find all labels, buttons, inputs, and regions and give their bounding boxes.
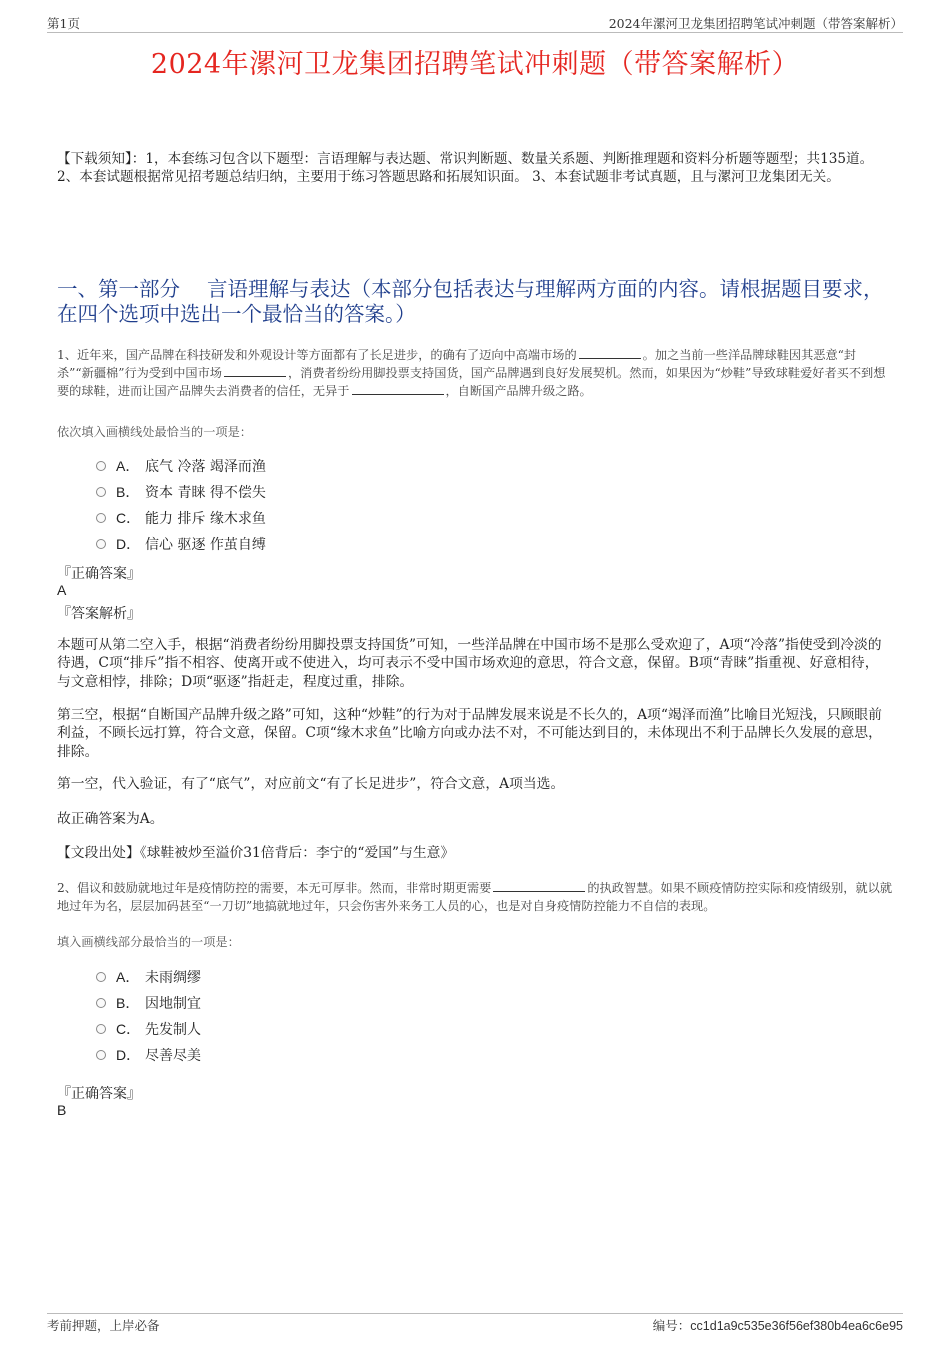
- radio-icon[interactable]: [96, 461, 106, 471]
- blank-line: [352, 382, 444, 395]
- answer-label: 『正确答案』: [57, 1086, 141, 1102]
- option-c[interactable]: C． 先发制人: [96, 1016, 201, 1042]
- question-1-prompt: 依次填入画横线处最恰当的一项是：: [57, 425, 252, 439]
- footer-slogan: 考前押题，上岸必备: [47, 1318, 160, 1333]
- radio-icon[interactable]: [96, 539, 106, 549]
- blank-line: [579, 346, 641, 359]
- option-d[interactable]: D． 信心 驱逐 作茧自缚: [96, 531, 266, 557]
- radio-icon[interactable]: [96, 513, 106, 523]
- section-title: 一、第一部分 言语理解与表达（本部分包括表达与理解两方面的内容。请根据题目要求，在四个选项中选出一个最恰当的答案。）: [57, 277, 884, 326]
- page-number: 第1页: [47, 16, 80, 31]
- analysis-paragraph-4: 故正确答案为A。: [57, 811, 164, 827]
- analysis-paragraph-3: 第一空，代入验证，有了“底气”，对应前文“有了长足进步”，符合文意，A项当选。: [57, 776, 565, 792]
- header-doc-title: 2024年漯河卫龙集团招聘笔试冲刺题（带答案解析）: [608, 16, 903, 31]
- answer-value: B: [57, 1102, 67, 1118]
- radio-icon[interactable]: [96, 1024, 106, 1034]
- question-2-options: [96, 964, 201, 1068]
- source-citation: 【文段出处】《球鞋被炒至溢价31倍背后：李宁的“爱国”与生意》: [57, 845, 455, 861]
- radio-icon[interactable]: [96, 998, 106, 1008]
- option-a[interactable]: A． 底气 冷落 竭泽而渔: [96, 453, 266, 479]
- document-title: 2024年漯河卫龙集团招聘笔试冲刺题（带答案解析）: [150, 49, 800, 80]
- question-1-text: 1、近年来，国产品牌在科技研发和外观设计等方面都有了长足进步，的确有了迈向中高端市场的 。加之当前一些洋品牌球鞋因其恶意“封杀”“新疆棉”行为受到中国市场 ，消费者纷纷用脚投票支持国货，国产品牌遇到良好发展契机。然而，如果因为“炒鞋”导致球鞋爱好者买不到想要的球鞋，进而让国产品牌失去消费者的信任，无异于 ，自断国产品牌升级之路。: [57, 348, 886, 398]
- blank-line: [224, 364, 286, 377]
- page-footer: [47, 1313, 903, 1334]
- question-2-text: 2、倡议和鼓励就地过年是疫情防控的需要，本无可厚非。然而，非常时期更需要 的执政智慧。如果不顾疫情防控实际和疫情级别，就以就地过年为名，层层加码甚至“一刀切”地搞就地过年，只会伤害外来务工人员的心，也是对自身疫情防控能力不自信的表现。: [57, 881, 893, 913]
- question-2-prompt: 填入画横线部分最恰当的一项是：: [57, 935, 240, 949]
- analysis-paragraph-1: 本题可从第二空入手，根据“消费者纷纷用脚投票支持国货”可知，一些洋品牌在中国市场不是那么受欢迎了，A项“冷落”指使受到冷淡的待遇，C项“排斥”指不相容、使离开或不使进入，均可表示不受中国市场欢迎的意思，符合文意，保留。B项“青睐”指重视、好意相待，与文意相悖，排除；D项“驱逐”指赶走，程度过重，排除。: [57, 637, 882, 690]
- option-a[interactable]: A． 未雨绸缪: [96, 964, 201, 990]
- radio-icon[interactable]: [96, 487, 106, 497]
- analysis-label: 『答案解析』: [57, 606, 141, 622]
- answer-label: 『正确答案』: [57, 566, 141, 582]
- question-1-options: [96, 453, 266, 557]
- document-code: 编号：cc1d1a9c535e36f56ef380b4ea6c6e95: [652, 1318, 903, 1333]
- page-header: [47, 14, 903, 33]
- option-c[interactable]: C． 能力 排斥 缘木求鱼: [96, 505, 266, 531]
- option-b[interactable]: B． 因地制宜: [96, 990, 201, 1016]
- blank-line: [493, 879, 585, 892]
- radio-icon[interactable]: [96, 972, 106, 982]
- download-notice: 【下载须知】：1，本套练习包含以下题型：言语理解与表达题、常识判断题、数量关系题、判断推理题和资料分析题等题型；共135道。 2、本套试题根据常见招考题总结归纳，主要用于练习答题思路和拓展知识面。 3、本套试题非考试真题，且与漯河卫龙集团无关。: [57, 151, 874, 185]
- option-d[interactable]: D． 尽善尽美: [96, 1042, 201, 1068]
- option-b[interactable]: B． 资本 青睐 得不偿失: [96, 479, 266, 505]
- answer-value: A: [57, 582, 67, 598]
- analysis-paragraph-2: 第三空，根据“自断国产品牌升级之路”可知，这种“炒鞋”的行为对于品牌发展来说是不长久的，A项“竭泽而渔”比喻目光短浅，只顾眼前利益，不顾长远打算，符合文意，保留。C项“缘木求鱼”比喻方向或办法不对，不可能达到目的，未体现出不利于品牌长久发展的意思，排除。: [57, 707, 882, 760]
- radio-icon[interactable]: [96, 1050, 106, 1060]
